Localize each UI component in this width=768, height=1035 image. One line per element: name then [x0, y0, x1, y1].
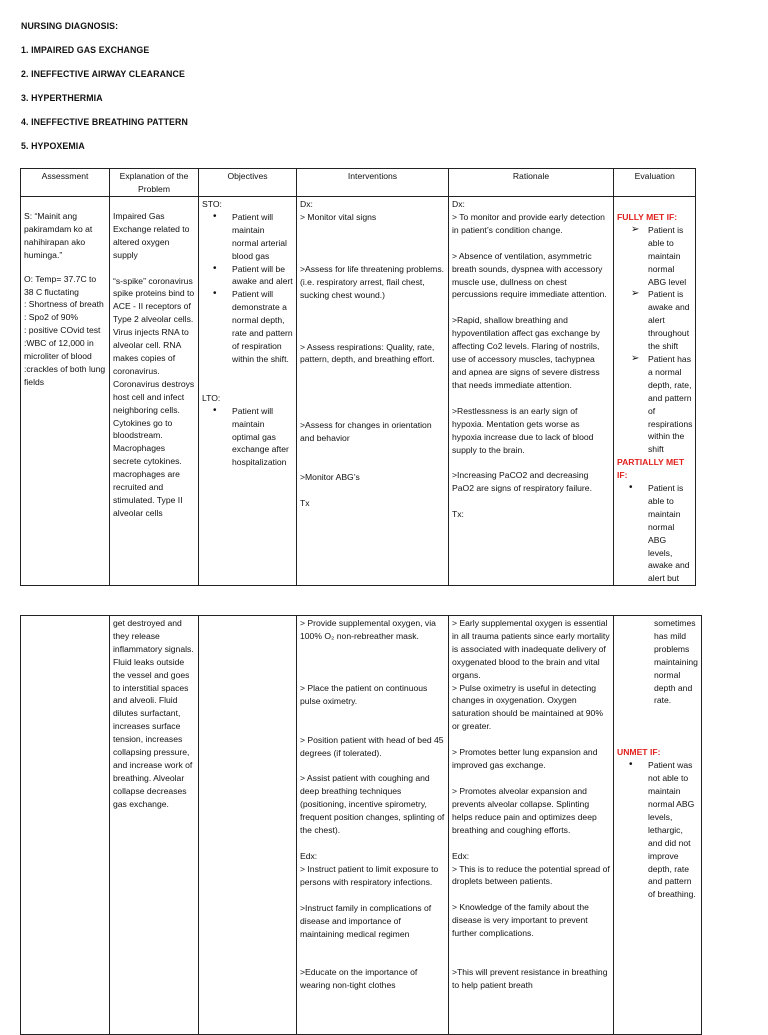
objective-line: : Spo2 of 90% [24, 312, 78, 323]
explanation-text: get destroyed and they release inflammatory signals. Fluid leaks outside the vessel and goes to interstitial spaces and alveoli. Fluid dilutes surfactant, increases surface tension, increases collapsing pressure, and increase work of breathing. Alveolar collapse decreases gas exchange. [113, 618, 194, 809]
header-interventions: Interventions [297, 169, 449, 197]
assessment-cell [21, 616, 110, 1035]
objectives-cell [199, 616, 297, 1035]
nursing-diagnosis-list [21, 20, 188, 164]
intervention-item: > Monitor vital signs [300, 211, 377, 222]
partially-met-label: PARTIALLY MET IF: [617, 457, 685, 481]
intervention-item: >Monitor ABG’s [300, 472, 360, 483]
fully-met-list [617, 224, 692, 456]
evaluation-item: ➢ Patient is able to maintain normal ABG level [648, 224, 692, 289]
rationale-item: > Promotes alveolar expansion and prevents alveolar collapse. Splinting helps reduce pain and optimizes deep breathing and coughing efforts. [452, 785, 597, 835]
edx-label: Edx: [300, 850, 318, 861]
explanation-cell [110, 197, 199, 586]
explanation-text: Impaired Gas Exchange related to altered oxygen supply “s-spike” coronavirus spike proteins bind to ACE - II receptors of Type 2 alveolar cells. Virus injects RNA to alveolar cell. RNA makes copies of coronavirus. Coronavirus destroys host cell and infect neighboring cells. Cytokines go to bloodstream. Macrophages secrete cytokines. macrophages are recruited and stimulated. Type II alveolar cells [113, 211, 195, 518]
header-rationale: Rationale [449, 169, 614, 197]
objective-line: O: Temp= 37.7C to 38 C fluctating [24, 273, 97, 297]
assessment-cell [21, 197, 110, 586]
diagnosis-heading: NURSING DIAGNOSIS: [21, 21, 119, 31]
objective-item: • Patient will demonstrate a normal depth, rate and pattern of respiration within the shift. [232, 288, 293, 365]
tx-label: Tx: [452, 509, 464, 520]
objective-item: • Patient will maintain normal arterial blood gas [232, 211, 293, 263]
interventions-cell [297, 616, 449, 1035]
rationale-item: > Promotes better lung expansion and improved gas exchange. [452, 747, 598, 771]
objectives-cell [199, 197, 297, 586]
intervention-item: >Assess for changes in orientation and behavior [300, 420, 432, 444]
rationale-cell [449, 616, 614, 1035]
rationale-item: >This will prevent resistance in breathing to help patient breath [452, 967, 608, 990]
evaluation-item: ➢ Patient has a normal depth, rate, and pattern of respirations within the shift [648, 353, 692, 456]
rationale-item: > This is to reduce the potential spread of droplets between patients. [452, 863, 610, 887]
intervention-item: >Instruct family in complications of disease and importance of maintaining medical regimen [300, 902, 432, 939]
header-objectives: Objectives [199, 169, 297, 197]
diagnosis-item: 2. INEFFECTIVE AIRWAY CLEARANCE [21, 69, 185, 79]
intervention-item: > Assist patient with coughing and deep breathing techniques (positioning, incentive spirometry, frequent position changes, splinting of the chest). [300, 773, 445, 836]
rationale-item: > Pulse oximetry is useful in detecting changes in oxygenation. Oxygen saturation should be maintained at 90% or greater. [452, 682, 603, 732]
intervention-item: >Assess for life threatening problems. (i.e. respiratory arrest, flail chest, sucking chest wound.) [300, 263, 445, 300]
header-explanation: Explanation of the Problem [110, 169, 199, 197]
rationale-item: > Knowledge of the family about the disease is very important to prevent further complications. [452, 902, 589, 939]
unmet-label: UNMET IF: [617, 747, 661, 758]
rationale-item: >Rapid, shallow breathing and hypoventilation affect gas exchange by affecting Co2 levels. Flaring of nostrils, use of accessory muscles, tachypnea and apnea are signs of severe distress that needs immediate attention. [452, 315, 600, 390]
objective-line: :WBC of 12,000 in microliter of blood [24, 338, 94, 362]
intervention-item: > Position patient with head of bed 45 degrees (if tolerated). [300, 734, 444, 758]
header-assessment: Assessment [21, 169, 110, 197]
rationale-item: > Absence of ventilation, asymmetric breath sounds, dyspnea with accessory muscle use, dullness on chest percussions require immediate attention. [452, 250, 607, 300]
partially-met-list [617, 482, 692, 585]
rationale-item: > To monitor and provide early detection in patient’s condition change. [452, 211, 605, 235]
unmet-list [617, 759, 698, 901]
evaluation-cell [614, 616, 702, 1035]
intervention-item: > Assess respirations: Quality, rate, pattern, depth, and breathing effort. [300, 341, 435, 365]
header-evaluation: Evaluation [614, 169, 696, 197]
care-plan-table-page-1 [20, 168, 696, 586]
intervention-item: > Place the patient on continuous pulse oximetry. [300, 682, 428, 706]
lto-list [202, 405, 293, 470]
objective-line: :crackles of both lung fields [24, 363, 106, 387]
diagnosis-item: 5. HYPOXEMIA [21, 141, 85, 151]
interventions-cell [297, 197, 449, 586]
rationale-item: >Increasing PaCO2 and decreasing PaO2 are signs of respiratory failure. [452, 470, 592, 494]
objective-line: : positive COvid test [24, 325, 101, 336]
objective-data [24, 273, 106, 389]
explanation-cell [110, 616, 199, 1035]
rationale-item: >Restlessness is an early sign of hypoxia. Mentation gets worse as hypoxia increase due to lack of blood supply to the brain. [452, 405, 594, 455]
evaluation-item: • Patient is able to maintain normal ABG levels, awake and alert but [648, 482, 692, 585]
objective-item: • Patient will be awake and alert [232, 263, 293, 289]
subjective-data: S: “Mainit ang pakiramdam ko at nahihirapan ako huminga.” [24, 211, 93, 260]
care-plan-table-page-2 [20, 615, 702, 1035]
diagnosis-item: 4. INEFFECTIVE BREATHING PATTERN [21, 117, 188, 127]
edx-label: Edx: [452, 850, 470, 861]
objective-item: • Patient will maintain optimal gas exchange after hospitalization [232, 405, 293, 470]
intervention-item: > Provide supplemental oxygen, via 100% O₂ non-rebreather mask. [300, 618, 436, 641]
intervention-item: > Instruct patient to limit exposure to persons with respiratory infections. [300, 863, 439, 887]
lto-label: LTO: [202, 392, 221, 403]
diagnosis-item: 1. IMPAIRED GAS EXCHANGE [21, 45, 150, 55]
dx-label: Dx: [452, 199, 465, 209]
diagnosis-item: 3. HYPERTHERMIA [21, 93, 103, 103]
objective-line: : Shortness of breath [24, 299, 104, 310]
fully-met-label: FULLY MET IF: [617, 212, 678, 222]
tx-label: Tx [300, 498, 310, 509]
evaluation-item: ➢ Patient is awake and alert throughout the shift [648, 288, 692, 353]
evaluation-cell [614, 197, 696, 586]
partially-met-continued: sometimes has mild problems maintaining normal depth and rate. [654, 618, 698, 706]
sto-label: STO: [202, 199, 222, 209]
sto-list [202, 211, 293, 366]
rationale-cell [449, 197, 614, 586]
rationale-item: > Early supplemental oxygen is essential in all trauma patients since early mortality is associated with inadequate delivery of oxygenated blood to the brain and vital organs. [452, 618, 610, 680]
evaluation-item: • Patient was not able to maintain normal ABG levels, lethargic, and did not improve depth, rate and pattern of breathing. [648, 759, 698, 901]
dx-label: Dx: [300, 199, 313, 209]
intervention-item: >Educate on the importance of wearing non-tight clothes [300, 967, 418, 991]
